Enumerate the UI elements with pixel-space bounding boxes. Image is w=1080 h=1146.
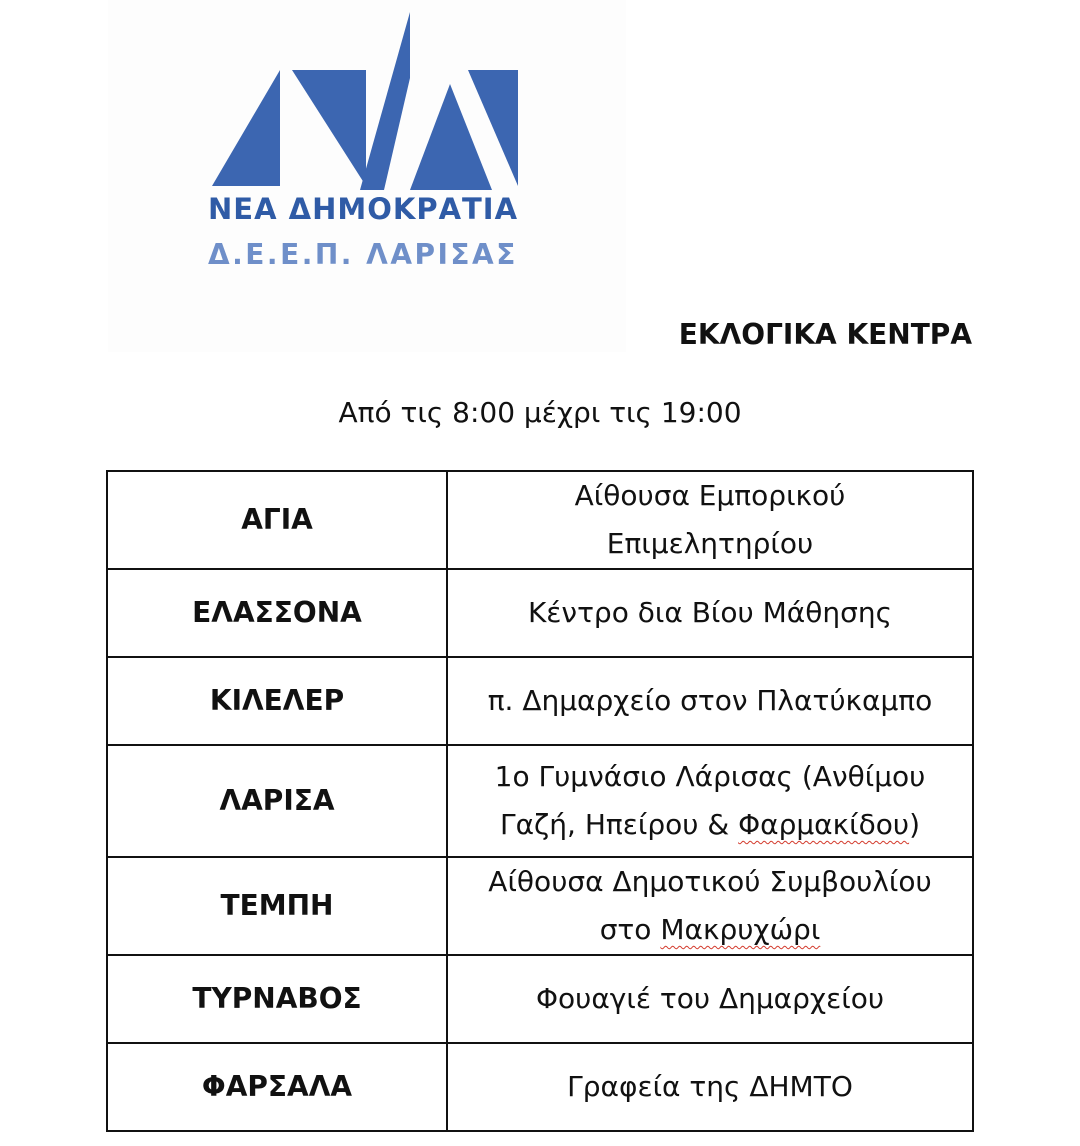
town-cell: ΚΙΛΕΛΕΡ [107,657,447,745]
location-line: Γαζή, Ηπείρου & [499,808,739,841]
town-cell: ΤΥΡΝΑΒΟΣ [107,955,447,1043]
location-line: Γραφεία της ΔΗΜΤΟ [567,1070,853,1103]
town-cell: ΕΛΑΣΣΟΝΑ [107,569,447,657]
town-cell: ΦΑΡΣΑΛΑ [107,1043,447,1131]
logo-subtitle: Δ.Ε.Ε.Π. ΛΑΡΙΣΑΣ [208,238,518,271]
table-row [107,471,973,569]
location-line: 1ο Γυμνάσιο Λάρισας (Ανθίμου [494,760,926,793]
logo-triangle-n [292,70,366,186]
location-line: στο [599,913,661,946]
logo [108,0,626,352]
document-title: ΕΚΛΟΓΙΚΑ ΚΕΝΤΡΑ [678,318,972,351]
location-cell [447,471,973,569]
location-line: Φουαγιέ του Δημαρχείου [535,982,885,1015]
location-cell [447,657,973,745]
location-cell [447,1043,973,1131]
location-cell [447,569,973,657]
logo-triangle-accent [360,12,410,190]
table-row [107,745,973,857]
table-row [107,955,973,1043]
location-line: Αίθουσα Εμπορικού [574,479,846,512]
polling-centers-table [106,470,974,1132]
logo-triangle-a [410,84,492,190]
town-cell: ΤΕΜΠΗ [107,857,447,955]
spellcheck-word: Μακρυχώρι [660,913,821,946]
location-cell [447,857,973,955]
table-row [107,1043,973,1131]
town-cell: ΛΑΡΙΣΑ [107,745,447,857]
town-cell: ΑΓΙΑ [107,471,447,569]
nd-logo-mark [108,0,626,200]
logo-triangle-left [212,70,280,186]
location-line: Επιμελητηρίου [606,527,814,560]
location-line: π. Δημαρχείο στον Πλατύκαμπο [487,684,933,717]
spellcheck-word: Φαρμακίδου [738,808,910,841]
location-line: Κέντρο δια Βίου Μάθησης [527,596,893,629]
location-line: ) [909,808,921,841]
table-row [107,857,973,955]
voting-hours: Από τις 8:00 μέχρι τις 19:00 [338,396,742,429]
table-row [107,569,973,657]
table-row [107,657,973,745]
location-cell [447,955,973,1043]
location-line: Αίθουσα Δημοτικού Συμβουλίου [488,865,932,898]
logo-name: ΝΕΑ ΔΗΜΟΚΡΑΤΙΑ [208,192,519,226]
location-cell [447,745,973,857]
